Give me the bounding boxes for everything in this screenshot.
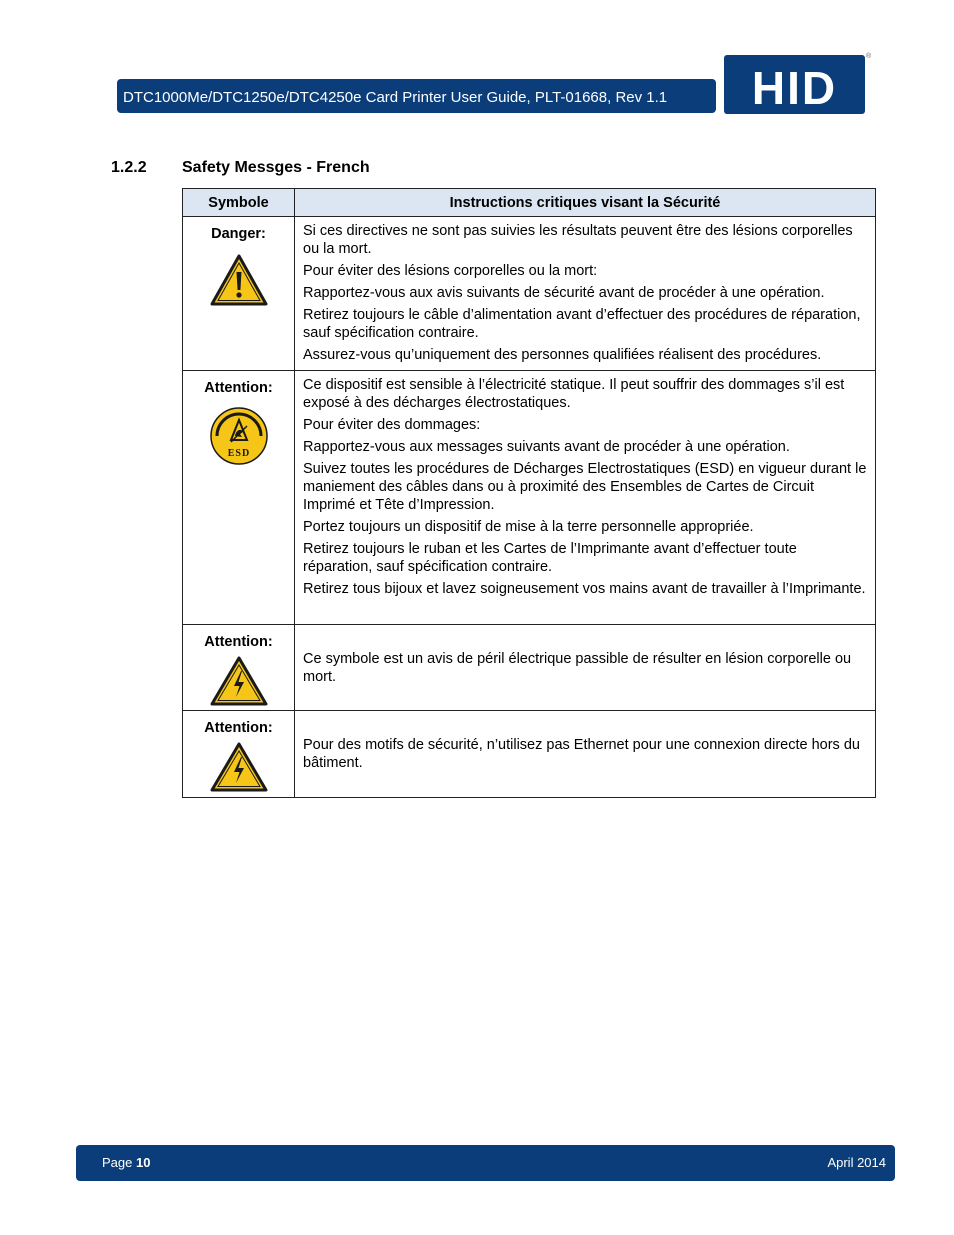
symbol-label: Attention:: [204, 720, 273, 736]
symbol-label: Attention:: [204, 380, 273, 396]
symbol-label: Attention:: [204, 634, 273, 650]
symbol-cell: [183, 371, 295, 625]
logo-text: HID: [751, 62, 838, 114]
instruction-paragraph: Retirez tous bijoux et lavez soigneusement vos mains avant de travailler à l’Imprimante.: [303, 581, 866, 597]
symbol-cell: [183, 711, 295, 798]
table-row: [183, 217, 876, 371]
page-indicator: [102, 1155, 150, 1170]
instruction-paragraph: Ce dispositif est sensible à l’électricité statique. Il peut souffrir des dommages s’il est exposé à des décharges électrostatiques.: [303, 377, 845, 411]
instruction-paragraph: Ce symbole est un avis de péril électrique passible de résulter en lésion corporelle ou mort.: [303, 650, 852, 685]
publication-date: April 2014: [827, 1155, 886, 1170]
instruction-paragraph: Retirez toujours le câble d’alimentation avant d’effectuer des procédures de réparation, sauf spécification contraire.: [303, 307, 861, 341]
column-header-instructions: Instructions critiques visant la Sécurité: [295, 189, 876, 217]
instructions-cell: [295, 711, 876, 798]
danger-exclamation-icon: [210, 254, 268, 306]
section-title: Safety Messges - French: [182, 159, 370, 176]
document-footer-bar: [76, 1145, 895, 1181]
instruction-paragraph: Si ces directives ne sont pas suivies les résultats peuvent être des lésions corporelles ou la mort.: [303, 223, 853, 257]
page-label: Page: [102, 1155, 133, 1170]
symbol-label: Danger:: [211, 226, 266, 242]
section-heading: [111, 159, 370, 177]
electrical-hazard-icon: [210, 656, 268, 706]
esd-icon-text: ESD: [227, 448, 250, 459]
instruction-paragraph: Portez toujours un dispositif de mise à la terre personnelle appropriée.: [303, 519, 754, 535]
instruction-paragraph: Retirez toujours le ruban et les Cartes de l’Imprimante avant d’effectuer toute réparation, sauf spécification contraire.: [303, 541, 797, 575]
instruction-paragraph: Pour éviter des dommages:: [303, 417, 481, 433]
table-row: [183, 711, 876, 798]
section-number: 1.2.2: [111, 159, 147, 176]
instruction-paragraph: Rapportez-vous aux messages suivants avant de procéder à une opération.: [303, 439, 790, 455]
instruction-paragraph: Assurez-vous qu’uniquement des personnes qualifiées réalisent des procédures.: [303, 347, 822, 363]
instructions-cell: [295, 217, 876, 371]
document-header-bar: [117, 79, 716, 113]
hid-logo: [724, 55, 865, 114]
instruction-paragraph: Pour des motifs de sécurité, n’utilisez pas Ethernet pour une connexion directe hors du bâtiment.: [303, 737, 860, 771]
instructions-cell: [295, 625, 876, 711]
electrical-hazard-icon: [210, 742, 268, 792]
registered-mark: ®: [866, 53, 872, 60]
instruction-paragraph: Suivez toutes les procédures de Décharges Electrostatiques (ESD) en vigueur durant le maniement des câbles dans ou à proximité des Ensembles de Cartes de Circuit Imprimé et Tête d’Impression.: [303, 461, 867, 513]
instruction-paragraph: Pour éviter des lésions corporelles ou la mort:: [303, 263, 598, 279]
safety-messages-table: [182, 188, 876, 798]
esd-icon: [209, 406, 269, 466]
instruction-paragraph: Rapportez-vous aux avis suivants de sécurité avant de procéder à une opération.: [303, 285, 825, 301]
table-row: [183, 371, 876, 625]
symbol-cell: [183, 625, 295, 711]
document-title: DTC1000Me/DTC1250e/DTC4250e Card Printer User Guide, PLT-01668, Rev 1.1: [123, 89, 668, 106]
column-header-symbol: Symbole: [183, 189, 295, 217]
instructions-cell: [295, 371, 876, 625]
table-header-row: [183, 189, 876, 217]
page-number: 10: [136, 1155, 151, 1170]
symbol-cell: [183, 217, 295, 371]
table-row: [183, 625, 876, 711]
